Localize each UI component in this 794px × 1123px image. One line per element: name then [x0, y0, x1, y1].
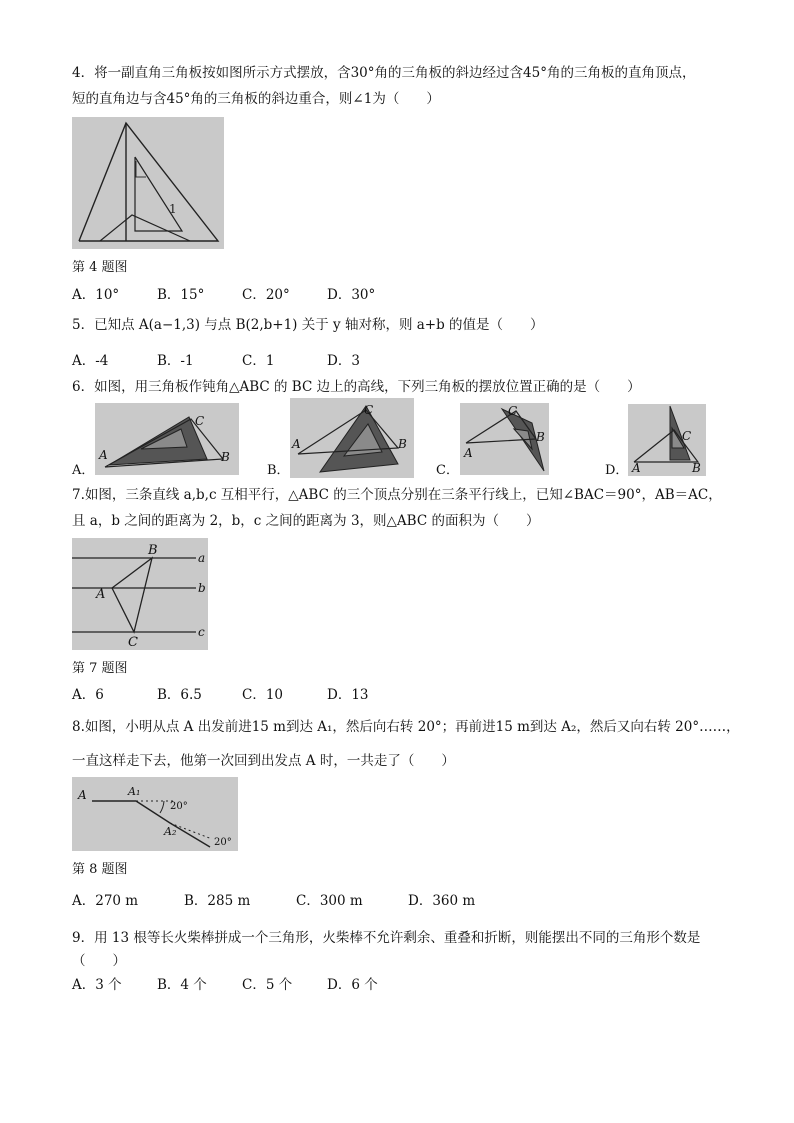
q7-caption: 第 7 题图 — [72, 661, 128, 676]
q6-option-d[interactable]: D． — [605, 463, 629, 478]
q4-text-line1: 4．将一副直角三角板按如图所示方式摆放，含30°角的三角板的斜边经过含45°角的三角板的直角顶点， — [72, 65, 696, 81]
q6c-label-a: A — [464, 446, 473, 460]
q4-angle-label: 1 — [169, 202, 177, 216]
q8-angle-label-2: 20° — [214, 837, 232, 848]
q5-options — [72, 351, 360, 371]
q6-option-a[interactable]: A． — [72, 463, 95, 478]
q8-caption: 第 8 题图 — [72, 862, 128, 877]
q8-options — [72, 891, 475, 911]
q7-figure — [72, 538, 208, 650]
q8-figure — [72, 777, 238, 851]
q6-figure-b — [290, 398, 414, 478]
q9-text-line1: 9．用 13 根等长火柴棒拼成一个三角形，火柴棒不允许剩余、重叠和折断，则能摆出不同的三角形个数是 — [72, 930, 701, 946]
q7-vertex-c: C — [128, 635, 138, 650]
q4-option-d[interactable]: D．30° — [327, 287, 376, 303]
q6a-label-b: B — [221, 450, 230, 464]
q7-text-line1: 7.如图，三条直线 a,b,c 互相平行，△ABC 的三个顶点分别在三条平行线上，已知∠BAC＝90°，AB＝AC， — [72, 487, 722, 503]
q8-option-d[interactable]: D．360 m — [408, 893, 476, 909]
q6a-label-a: A — [99, 448, 108, 462]
q4-options — [72, 285, 375, 305]
q7-vertex-b: B — [148, 543, 158, 558]
q6-figure-c — [460, 403, 549, 475]
q6-figure-a — [95, 403, 239, 475]
q6d-label-c: C — [682, 429, 692, 443]
q9-option-b[interactable]: B．4 个 — [157, 977, 207, 993]
q5-text-line1: 5．已知点 A(a−1,3) 与点 B(2,b+1) 关于 y 轴对称，则 a+b 的值是（ ） — [72, 317, 544, 333]
q7-options — [72, 685, 369, 705]
q8-label-a1: A₁ — [128, 785, 141, 798]
q8-option-b[interactable]: B．285 m — [184, 893, 251, 909]
q6c-label-c: C — [508, 404, 518, 418]
q6a-label-c: C — [195, 414, 205, 428]
q6b-label-b: B — [398, 437, 407, 451]
q9-option-a[interactable]: A．3 个 — [72, 977, 122, 993]
q5-option-c[interactable]: C．1 — [242, 353, 275, 369]
q8-option-c[interactable]: C．300 m — [296, 893, 363, 909]
q8-text-line2: 一直这样走下去，他第一次回到出发点 A 时，一共走了（ ） — [72, 753, 455, 769]
q6d-label-b: B — [692, 461, 701, 475]
q8-label-a: A — [78, 788, 87, 802]
q7-line-label-b: b — [198, 581, 206, 595]
q9-options — [72, 975, 378, 995]
q4-caption: 第 4 题图 — [72, 260, 128, 275]
q6-text-line1: 6．如图，用三角板作钝角△ABC 的 BC 边上的高线，下列三角板的摆放位置正确的是（ ） — [72, 379, 641, 395]
q6d-label-a: A — [632, 461, 641, 475]
q6c-label-b: B — [536, 430, 545, 444]
q6-option-b[interactable]: B． — [267, 463, 290, 478]
q6b-label-a: A — [292, 437, 301, 451]
q5-option-b[interactable]: B．-1 — [157, 353, 194, 369]
q8-label-a2: A₂ — [164, 825, 177, 838]
q7-line-label-a: a — [198, 551, 206, 565]
q7-option-b[interactable]: B．6.5 — [157, 687, 202, 703]
q7-option-a[interactable]: A．6 — [72, 687, 104, 703]
q4-text-line2: 短的直角边与含45°角的三角板的斜边重合，则∠1为（ ） — [72, 91, 440, 107]
q4-figure — [72, 117, 224, 249]
q7-line-label-c: c — [198, 625, 205, 639]
q6-figure-d — [628, 404, 706, 476]
q9-option-d[interactable]: D．6 个 — [327, 977, 378, 993]
q4-option-b[interactable]: B．15° — [157, 287, 205, 303]
q7-vertex-a: A — [96, 587, 106, 602]
q5-option-a[interactable]: A．-4 — [72, 353, 109, 369]
q8-text-line1: 8.如图，小明从点 A 出发前进15 m到达 A₁，然后向右转 20°；再前进15 m到达 A₂，然后又向右转 20°……， — [72, 719, 740, 735]
q9-option-c[interactable]: C．5 个 — [242, 977, 293, 993]
q4-option-a[interactable]: A．10° — [72, 287, 120, 303]
q7-option-d[interactable]: D．13 — [327, 687, 369, 703]
q9-text-line2: （ ） — [72, 953, 126, 969]
q7-option-c[interactable]: C．10 — [242, 687, 284, 703]
q8-angle-label-1: 20° — [170, 801, 188, 812]
q7-text-line2: 且 a，b 之间的距离为 2，b，c 之间的距离为 3，则△ABC 的面积为（ ） — [72, 513, 540, 529]
q6-option-c[interactable]: C． — [436, 463, 459, 478]
q4-option-c[interactable]: C．20° — [242, 287, 290, 303]
q6b-label-c: C — [364, 403, 374, 417]
q8-option-a[interactable]: A．270 m — [72, 893, 139, 909]
q5-option-d[interactable]: D．3 — [327, 353, 360, 369]
